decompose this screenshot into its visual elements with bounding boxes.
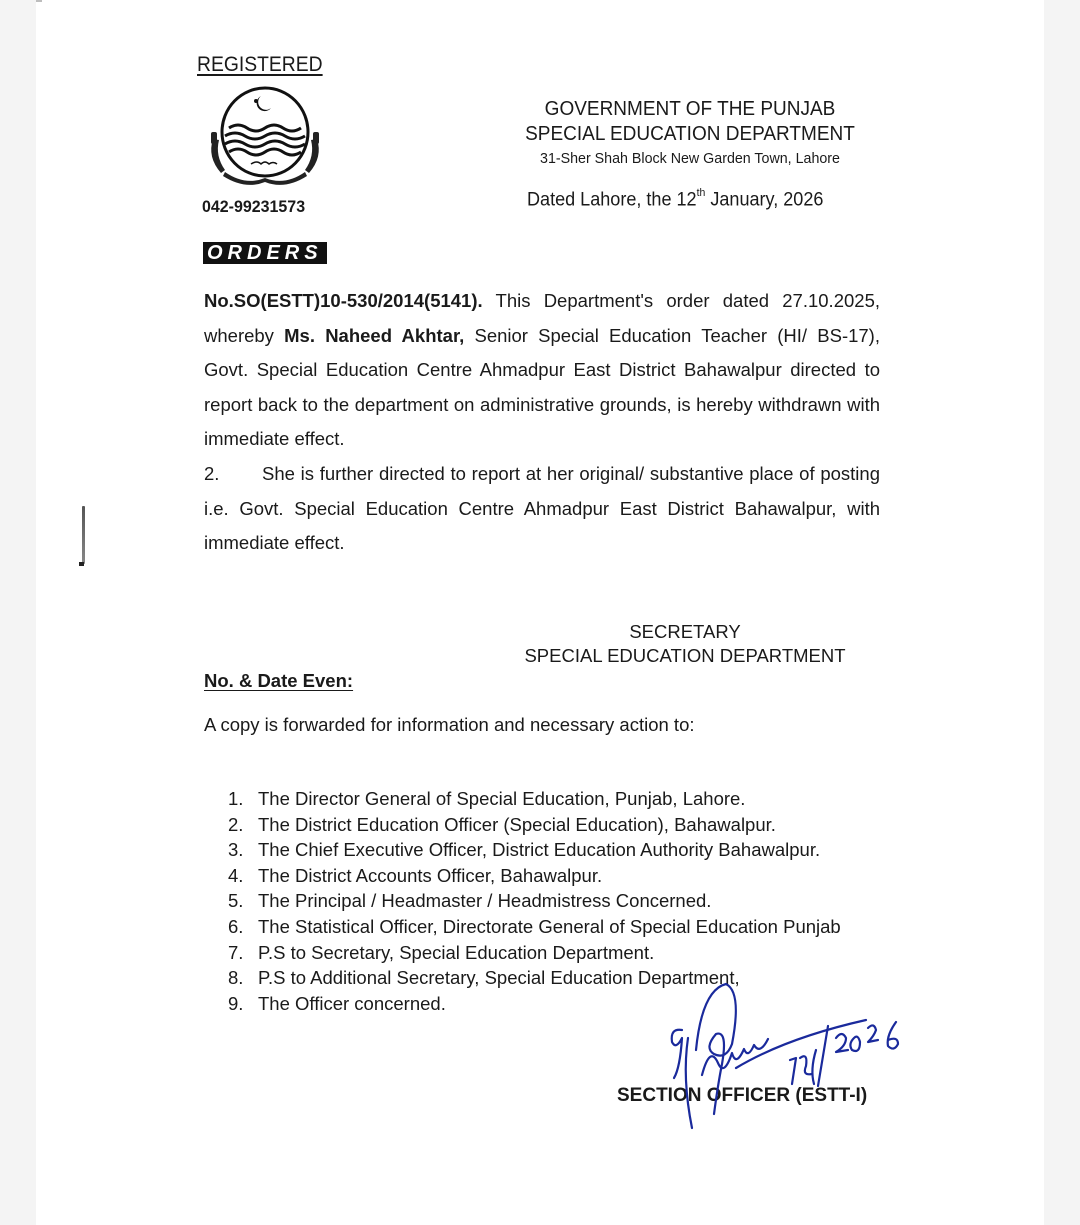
scan-edge-mark-foot bbox=[79, 562, 84, 566]
letterhead bbox=[500, 97, 880, 169]
recipient-number: 3. bbox=[228, 839, 244, 861]
dated-rest: January, 2026 bbox=[705, 189, 824, 211]
secretary-department: SPECIAL EDUCATION DEPARTMENT bbox=[524, 645, 846, 666]
paragraph-2-text: She is further directed to report at her original/ substantive place of posting i.e. Govt. Special Education Centre Ahmadpur East District Bahawalpur, with immediate effect. bbox=[204, 463, 880, 553]
department-title: SPECIAL EDUCATION DEPARTMENT bbox=[525, 123, 855, 145]
dated-prefix: Dated Lahore, the 12 bbox=[527, 189, 697, 211]
paragraph-number: 2. bbox=[204, 463, 220, 484]
dated-line bbox=[527, 189, 823, 211]
recipient-item bbox=[228, 812, 841, 838]
recipient-number: 1. bbox=[228, 788, 244, 809]
order-paragraph-1 bbox=[204, 284, 880, 457]
orders-heading: ORDERS bbox=[203, 242, 327, 264]
recipient-text: The Statistical Officer, Directorate General of Special Education Punjab bbox=[258, 915, 841, 937]
employee-name: Ms. Naheed Akhtar, bbox=[284, 324, 465, 346]
section-officer-designation: SECTION OFFICER (ESTT-I) bbox=[617, 1085, 868, 1106]
recipient-number: 6. bbox=[228, 915, 244, 937]
recipient-item bbox=[228, 837, 841, 863]
recipient-item bbox=[228, 888, 841, 914]
recipient-text: The Principal / Headmaster / Headmistress Concerned. bbox=[258, 890, 712, 912]
recipient-text: The Chief Executive Officer, District Education Authority Bahawalpur. bbox=[258, 839, 821, 861]
handwritten-signature-icon bbox=[640, 980, 920, 1140]
recipient-item bbox=[228, 863, 841, 889]
registered-label: REGISTERED bbox=[197, 53, 323, 76]
recipient-item bbox=[228, 786, 841, 812]
government-title: GOVERNMENT OF THE PUNJAB bbox=[544, 98, 836, 120]
recipient-text: The Director General of Special Education, Punjab, Lahore. bbox=[258, 788, 746, 809]
recipient-item bbox=[228, 914, 841, 940]
recipient-number: 5. bbox=[228, 890, 244, 912]
page-corner-mark bbox=[36, 0, 42, 2]
punjab-emblem-icon bbox=[203, 84, 327, 188]
secretary-title: SECRETARY bbox=[629, 621, 741, 642]
order-reference-number: No.SO(ESTT)10-530/2014(5141). bbox=[204, 290, 483, 311]
recipient-number: 8. bbox=[228, 967, 244, 989]
recipient-text: The District Accounts Officer, Bahawalpur. bbox=[258, 864, 603, 886]
recipient-text: P.S to Additional Secretary, Special Education Department, bbox=[258, 967, 740, 989]
order-text-a: This Department's order dated 27.10.2025, whereby bbox=[204, 290, 880, 346]
order-text-b: Senior Special Education Teacher (HI/ BS-17), Govt. Special Education Centre Ahmadpur East District Bahawalpur directed to report back to the department on administrative grounds, is hereby withdrawn with immediate effect. bbox=[204, 324, 880, 449]
secretary-block bbox=[505, 620, 865, 668]
copy-forward-intro: A copy is forwarded for information and necessary action to: bbox=[204, 714, 695, 735]
no-date-even-heading: No. & Date Even: bbox=[204, 670, 354, 691]
recipient-item bbox=[228, 940, 841, 966]
recipient-text: The District Education Officer (Special Education), Bahawalpur. bbox=[258, 813, 776, 835]
recipient-number: 7. bbox=[228, 941, 244, 963]
dated-ordinal: th bbox=[696, 187, 706, 199]
phone-number: 042-99231573 bbox=[202, 197, 306, 216]
recipient-number: 2. bbox=[228, 813, 244, 835]
scan-edge-mark bbox=[82, 506, 85, 564]
recipient-number: 4. bbox=[228, 864, 244, 886]
order-paragraph-2 bbox=[204, 457, 880, 561]
recipient-text: The Officer concerned. bbox=[258, 992, 446, 1014]
recipient-text: P.S to Secretary, Special Education Department. bbox=[258, 941, 655, 963]
department-address: 31-Sher Shah Block New Garden Town, Lahore bbox=[540, 150, 840, 167]
recipient-number: 9. bbox=[228, 992, 244, 1014]
